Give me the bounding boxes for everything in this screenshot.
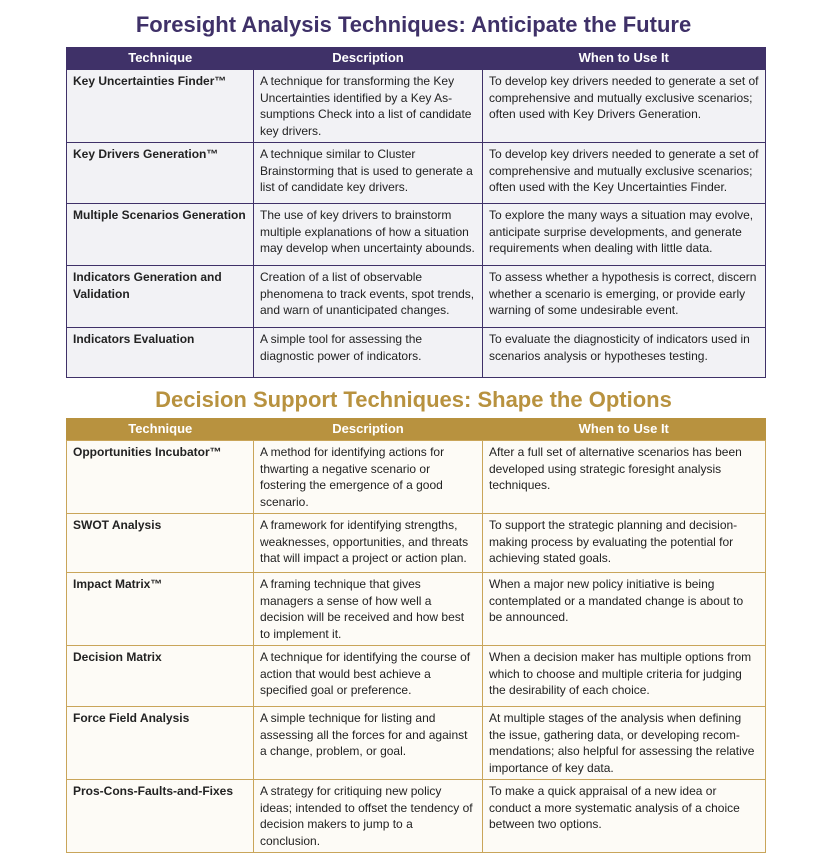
table-row	[67, 646, 766, 707]
description-cell: The use of key drivers to brainstorm multiple explanations of how a situation may develop when uncertainty abounds.	[254, 204, 483, 266]
table-row	[67, 780, 766, 853]
table-header-row	[67, 48, 766, 70]
decision-support-table	[66, 418, 766, 853]
technique-cell: Pros-Cons-Faults-and-Fixes	[67, 780, 254, 853]
column-header-when-to-use: When to Use It	[483, 419, 766, 441]
technique-cell: SWOT Analysis	[67, 514, 254, 573]
description-cell: A technique similar to Cluster Brainstorming that is used to generate a list of candidate key drivers.	[254, 143, 483, 204]
table-row	[67, 441, 766, 514]
when-to-use-cell: To support the strategic planning and decision-making process by evaluating the potential for achieving stated goals.	[483, 514, 766, 573]
when-to-use-cell: When a decision maker has multiple options from which to choose and multiple criteria for judging the desirability of each choice.	[483, 646, 766, 707]
when-to-use-cell: When a major new policy initiative is being contemplated or a mandated change is about to be announced.	[483, 573, 766, 646]
description-cell: A strategy for critiquing new policy ideas; intended to offset the tendency of decision makers to jump to a conclusion.	[254, 780, 483, 853]
technique-cell: Decision Matrix	[67, 646, 254, 707]
technique-cell: Force Field Analysis	[67, 707, 254, 780]
foresight-techniques-table	[66, 47, 766, 378]
column-header-technique: Technique	[67, 48, 254, 70]
description-cell: A framing technique that gives managers a sense of how well a decision will be received and how best to implement it.	[254, 573, 483, 646]
table-row	[67, 204, 766, 266]
column-header-when-to-use: When to Use It	[483, 48, 766, 70]
description-cell: A technique for identifying the course of action that would best achieve a specified goal or preference.	[254, 646, 483, 707]
table-row	[67, 514, 766, 573]
when-to-use-cell: To evaluate the diagnosticity of indicators used in scenarios analysis or hypotheses testing.	[483, 328, 766, 378]
description-cell: A simple technique for listing and assessing all the forces for and against a change, problem, or goal.	[254, 707, 483, 780]
when-to-use-cell: At multiple stages of the analysis when defining the issue, gathering data, or developing recom-mendations; also helpful for assessing the relative importance of key data.	[483, 707, 766, 780]
description-cell: A technique for transforming the Key Uncertainties identified by a Key As-sumptions Check into a list of candidate key drivers.	[254, 70, 483, 143]
decision-section-title: Decision Support Techniques: Shape the Options	[155, 387, 672, 412]
technique-cell: Key Drivers Generation™	[67, 143, 254, 204]
description-cell: A simple tool for assessing the diagnostic power of indicators.	[254, 328, 483, 378]
technique-cell: Opportunities Incubator™	[67, 441, 254, 514]
when-to-use-cell: To develop key drivers needed to generate a set of comprehensive and mutually exclusive scenarios; often used with the Key Uncertainties Finder.	[483, 143, 766, 204]
technique-cell: Indicators Generation and Validation	[67, 266, 254, 328]
technique-cell: Multiple Scenarios Generation	[67, 204, 254, 266]
description-cell: Creation of a list of observable phenomena to track events, spot trends, and warn of unanticipated changes.	[254, 266, 483, 328]
technique-cell: Indicators Evaluation	[67, 328, 254, 378]
table-row	[67, 573, 766, 646]
column-header-technique: Technique	[67, 419, 254, 441]
when-to-use-cell: To develop key drivers needed to generate a set of comprehensive and mutually exclusive scenarios; often used with Key Drivers Generation.	[483, 70, 766, 143]
table-row	[67, 143, 766, 204]
table-header-row	[67, 419, 766, 441]
description-cell: A method for identifying actions for thwarting a negative scenario or fostering the emergence of a good scenario.	[254, 441, 483, 514]
table-row	[67, 266, 766, 328]
table-row	[67, 707, 766, 780]
when-to-use-cell: To explore the many ways a situation may evolve, anticipate surprise developments, and generate requirements when dealing with little data.	[483, 204, 766, 266]
technique-cell: Key Uncertainties Finder™	[67, 70, 254, 143]
table-row	[67, 70, 766, 143]
column-header-description: Description	[254, 419, 483, 441]
foresight-section-title: Foresight Analysis Techniques: Anticipate the Future	[135, 12, 692, 37]
column-header-description: Description	[254, 48, 483, 70]
description-cell: A framework for identifying strengths, weaknesses, opportunities, and threats that will impact a project or action plan.	[254, 514, 483, 573]
when-to-use-cell: To assess whether a hypothesis is correct, discern whether a scenario is emerging, or provide early warning of some undesirable event.	[483, 266, 766, 328]
technique-cell: Impact Matrix™	[67, 573, 254, 646]
when-to-use-cell: After a full set of alternative scenarios has been developed using strategic foresight analysis techniques.	[483, 441, 766, 514]
table-row	[67, 328, 766, 378]
when-to-use-cell: To make a quick appraisal of a new idea or conduct a more systematic analysis of a choice between two options.	[483, 780, 766, 853]
